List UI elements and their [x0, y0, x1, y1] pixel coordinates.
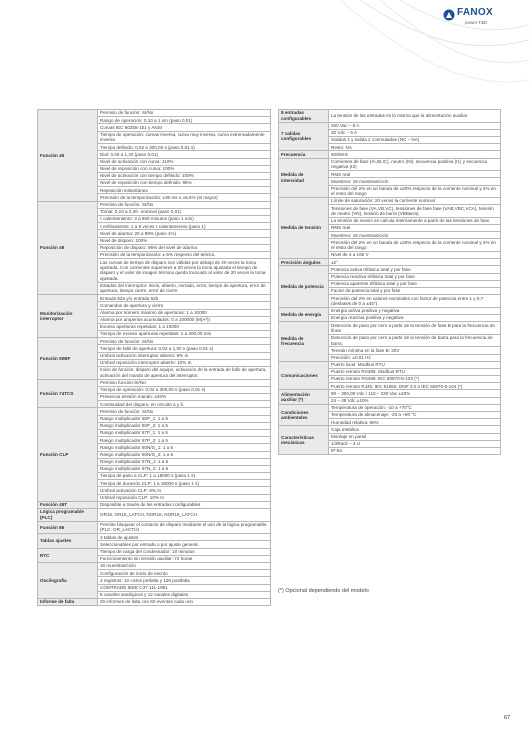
spec-value: Funcionamiento sin tensión auxiliar: 72 horas — [98, 555, 271, 562]
spec-value: OR16, OR16_LATCH, NOR16, NOR16_LATCH. — [98, 509, 271, 522]
spec-value: 16 muestras/ciclo — [98, 562, 271, 569]
spec-row — [279, 307, 501, 314]
spec-value: Resto: NA — [329, 144, 501, 151]
spec-label: Medida de intensidad — [279, 158, 329, 198]
spec-value: Puerto local: Modbus RTU — [329, 361, 501, 368]
spec-value: Nivel de disparo: 100% — [98, 237, 271, 244]
spec-value: Precisión del 2% en un banda de ±20% respecto de la corriente nominal y 4% en el resto del rango — [329, 185, 501, 198]
spec-value: Humedad relativa: 95% — [329, 419, 501, 426]
spec-value: Permiso de función: SI/No — [98, 408, 271, 415]
spec-value: Seleccionables por entrada o por ajuste general. — [98, 541, 271, 548]
spec-value: Factor de potencia total y por fase — [329, 287, 501, 294]
spec-value: Continuidad del disparo, en circuito a y b. — [98, 401, 271, 408]
spec-label: RTC — [38, 548, 98, 562]
spec-value: Permiso de función: SI/No — [98, 110, 271, 117]
spec-value: Potencia activa trifásica total y por fase — [329, 266, 501, 273]
spec-value: Detección de paso por cero a partir de la tensión de barra para la frecuencia de barra. — [329, 334, 501, 347]
spec-value: Precisión: ±0,01 Hz — [329, 354, 501, 361]
spec-value: Caja metálica — [329, 426, 501, 433]
spec-value: Umbral activación interruptor abierto: 8% In — [98, 352, 271, 359]
spec-row — [279, 361, 501, 368]
spec-value: 24 – 48 Vdc ±10% — [329, 397, 501, 404]
left-spec-table — [37, 109, 271, 606]
spec-value: Tiempo de fallo de apertura: 0,02 a 1,00 s (paso 0,01 s) — [98, 345, 271, 352]
spec-value: Detección de paso por cero a partir de la tensión de fase B para la frecuencia de línea — [329, 322, 501, 335]
spec-value: 50/60Hz — [329, 151, 501, 158]
spec-value: Montaje en panel — [329, 433, 501, 440]
spec-value: Tiempo de carga del condensador: 10 minutos — [98, 548, 271, 555]
spec-value: La tensión de neutro se calcula internamente a partir de las tensiones de fase. — [329, 217, 501, 224]
spec-row — [38, 598, 271, 605]
right-spec-table — [278, 109, 501, 455]
spec-label: Función 49T — [38, 501, 98, 508]
spec-value: Nivel de reposición con tiempo definido: 95% — [98, 180, 271, 187]
spec-label: Medida de frecuencia — [279, 322, 329, 362]
spec-value: τ calentamiento: 3 a 600 minutos (paso 1 min) — [98, 216, 271, 223]
spec-value: Tiempo de paso a CLP: 1 a 18000 s (paso 1 s) — [98, 473, 271, 480]
spec-value: Potencia reactiva trifásica total y por fase — [329, 273, 501, 280]
spec-value: Rango multiplicador 50N/G_2: 1 a 5 — [98, 451, 271, 458]
spec-value: Tiempo de duración CLP: 1 a 18000 s (paso 1 s) — [98, 480, 271, 487]
spec-value: Tiempo de exceso aperturas repetidas: 1 a 300,00 min — [98, 331, 271, 338]
brand-logo — [443, 7, 523, 37]
spec-value: Umbral activación CLP: 8% In — [98, 487, 271, 494]
spec-value: Dial: 0,05 a 1,20 (paso 0,01) — [98, 151, 271, 158]
spec-label: Tablas ajustes — [38, 534, 98, 548]
spec-label: Función 46 — [38, 110, 98, 202]
spec-value: Nivel de activación con tiempo definido: 100% — [98, 172, 271, 179]
spec-value: 8 canales analógicos y 12 canales digitales — [98, 591, 271, 598]
spec-value: Nivel de 4 a 165 V — [329, 252, 501, 259]
spec-value: La tensión de las entradas es la misma que la alimentación auxiliar — [329, 110, 501, 123]
spec-value: Muestreo: 16 muestras/ciclo — [329, 178, 501, 185]
spec-row — [279, 259, 501, 266]
spec-row — [279, 110, 501, 123]
spec-value: Rango multiplicador 67P_1: 1 a 5 — [98, 429, 271, 436]
spec-label: Función 86 — [38, 521, 98, 534]
spec-value: Permite bloquear el contacto de disparo mediante el uso de la lógica programable (PLC: OR_LACTH) — [98, 521, 271, 534]
spec-value: Temperatura de operación: -10 a +70°C — [329, 404, 501, 411]
spec-value: 2 registros: 10 ciclos prefalta y 128 postfalta — [98, 577, 271, 584]
spec-row — [38, 295, 271, 302]
spec-value: Rango multiplicador 67N_1: 1 a 5 — [98, 458, 271, 465]
spec-value: Energía activa positiva y negativa — [329, 307, 501, 314]
spec-label: Frecuencia — [279, 151, 329, 158]
spec-value: Tiempo de operación: 0,02 a 300,00 s (paso 0,01 s) — [98, 386, 271, 393]
spec-label: Informe de falta — [38, 598, 98, 605]
spec-value: COMTRADE IEEE C37.111-1991 — [98, 584, 271, 591]
spec-value: Tiempo definido: 0,02 a 300,00 s (paso 0,01 s) — [98, 144, 271, 151]
spec-value: Tensiones de fase (VA,VB,VC), tensiones de fase fase (VAB,VBC,VCA), tensión de neutro (VN), tensión de barra (VBBarra) — [329, 205, 501, 218]
spec-value: Permiso función:SI/No — [98, 379, 271, 386]
spec-value: Comandos de apertura y cierre — [98, 302, 271, 309]
spec-value: ±2° — [329, 259, 501, 266]
spec-value: Precisión de la temporización: ±30 ms o ±5,5% (el mayor) — [98, 194, 271, 201]
spec-value: Nivel de reposición con curva: 100% — [98, 165, 271, 172]
spec-value: 1/2Rack – 4 U — [329, 440, 501, 447]
spec-value: Potencia aparente trifásica total y por fase — [329, 280, 501, 287]
spec-row — [279, 122, 501, 129]
spec-value: 20 informes de falta con 60 eventos cada uno — [98, 598, 271, 605]
spec-value: Límite de saturación: 20 veces la corriente nominal — [329, 198, 501, 205]
spec-value: Presencia tensión mando: ≤40% — [98, 394, 271, 401]
spec-row — [38, 379, 271, 386]
spec-value: Precisión de la temporización: ± 5% respecto del teórico. — [98, 251, 271, 258]
spec-value: 250 Vac – 8 A — [329, 122, 501, 129]
spec-row — [279, 390, 501, 397]
spec-value: Energía reactiva positiva y negativa — [329, 314, 501, 321]
spec-value: Inicio de función: disparo del equipo, activación de la entrada de fallo de apertura, activación del mando de apertura del interruptor. — [98, 367, 271, 380]
spec-value: Umbral reposición CLP: 10% In — [98, 494, 271, 501]
spec-value: Las curvas de tiempo de disparo son válidas por debajo de 20 veces la toma ajustada. Con corrientes superiores a 20 veces la toma ajustada el tiempo de disparo y el valor de imagen térmica queda truncado al valor de 20 veces la toma ajustada. — [98, 259, 271, 282]
spec-row — [38, 110, 271, 117]
spec-label: Características mecánicas — [279, 426, 329, 455]
spec-label: Condiciones ambientales — [279, 404, 329, 426]
spec-value: Puerto remoto RS485: IEC 60870-5-103 (*) — [329, 376, 501, 383]
spec-label: Monitorización interruptor — [38, 295, 98, 338]
spec-row — [38, 408, 271, 415]
spec-row — [279, 198, 501, 205]
spec-label: Alimentación auxiliar (*) — [279, 390, 329, 404]
spec-row — [279, 404, 501, 411]
spec-row — [38, 548, 271, 555]
spec-value: Umbral reposición interruptor abierto: 10% In — [98, 359, 271, 366]
spec-value: 3 tablas de ajustes — [98, 534, 271, 541]
spec-value: RMS real — [329, 171, 501, 178]
spec-value: Puerto remoto RJ45: IEC 61850, DNP 3.0 o IEC 60870-5-104 (*) — [329, 383, 501, 390]
footnote: (*) Opcional dependiendo del modelo — [278, 588, 369, 594]
spec-label: Medida de energía — [279, 307, 329, 321]
spec-value: Rango multiplicador 67N_2: 1 a 5 — [98, 465, 271, 472]
spec-value: Alarma por número máximo de aperturas: 1 a 10000 — [98, 309, 271, 316]
spec-row — [38, 338, 271, 345]
spec-value: Tomai: 0,10 a 2,40 ·nominal (paso 0,01) — [98, 208, 271, 215]
spec-label: Lógica programable (PLC) — [38, 509, 98, 522]
spec-value: RMS real — [329, 225, 501, 232]
spec-value: Entrada 52a y/o entrada 52b — [98, 295, 271, 302]
spec-label: Oscilografía — [38, 562, 98, 598]
spec-label: Función 49 — [38, 201, 98, 295]
spec-row — [279, 426, 501, 433]
spec-row — [38, 509, 271, 522]
spec-label: Comunicaciones — [279, 361, 329, 390]
spec-value: Nivel de alarma: 20 a 99% (paso 1%) — [98, 230, 271, 237]
spec-row — [38, 201, 271, 208]
spec-value: Disponible a través de las entradas configurables — [98, 501, 271, 508]
spec-value: Muestreo: 16 muestras/ciclo — [329, 232, 501, 239]
spec-value: Exceso aperturas repetidas: 1 a 10000 — [98, 323, 271, 330]
spec-value: Nivel de activación con curva: 110% — [98, 158, 271, 165]
spec-value: Permiso de función: SI/No — [98, 201, 271, 208]
spec-label: 7 salidas configurables — [279, 122, 329, 151]
spec-value: Reposición de disparo: 95% del nivel de alarma — [98, 244, 271, 251]
spec-value: Precisión del 2% en valores nominales con factor de potencia entre 1 y 0,7 (desfases de 0 a ±45°). — [329, 295, 501, 308]
spec-value: Tensión mínima en la fase B: 30V — [329, 347, 501, 354]
spec-row — [38, 521, 271, 534]
page-number: 67 — [504, 715, 511, 721]
spec-row — [279, 151, 501, 158]
spec-value: Estados del interruptor: inicio, abierto, cerrado, error, tiempo de apertura, error de apertura, tiempo cierre, error de cierre — [98, 282, 271, 295]
spec-value: Rango multiplicador 50P_2: 1 a 5 — [98, 422, 271, 429]
spec-label: Función 74TCS — [38, 379, 98, 408]
spec-row — [38, 534, 271, 541]
spec-value: Configuración de inicio de escrito — [98, 570, 271, 577]
fanox-mark-icon — [443, 9, 455, 21]
spec-value: 30 Vdc – 5 A — [329, 129, 501, 136]
spec-value: τ enfriamiento: 1 a 6 veces τ calentamiento (paso 1) — [98, 223, 271, 230]
spec-value: Alarma por amperios acumulados: 0 a 100000 (M(A²)) — [98, 316, 271, 323]
spec-value: 90 – 300,00 Vdc / 110 – 230 Vac ±20% — [329, 390, 501, 397]
spec-row — [38, 501, 271, 508]
spec-label: Función 50BF — [38, 338, 98, 379]
spec-value: Permiso de función: SI/No — [98, 338, 271, 345]
spec-label: Medida de tensión — [279, 198, 329, 259]
spec-row — [279, 158, 501, 171]
spec-label: Medida de potencia — [279, 266, 329, 307]
spec-value: Rango multiplicador 50P_1: 1 a 5 — [98, 415, 271, 422]
spec-value: IP-54 — [329, 447, 501, 454]
spec-value: Rango multiplicador 67P_2: 1 a 5 — [98, 437, 271, 444]
spec-label: 8 entradas configurables — [279, 110, 329, 123]
brand-tagline: power T&D — [465, 20, 488, 25]
spec-row — [279, 266, 501, 273]
spec-value: Temperatura de almacenaje: -20 a +80 °C — [329, 412, 501, 419]
spec-label: Precisión ángulos — [279, 259, 329, 266]
spec-value: Curvas IEC 60255-151 y ANSI — [98, 124, 271, 131]
spec-value: Rango multiplicador 50N/G_1: 1 a 5 — [98, 444, 271, 451]
brand-name: FANOX — [457, 7, 493, 18]
spec-value: Reposición instantánea — [98, 187, 271, 194]
spec-value: Tiempo de operación: curvas inversa, curva muy inversa, curva extremadamente inversa — [98, 131, 271, 144]
spec-value: Puerto remoto RS485: Modbus RTU — [329, 368, 501, 375]
spec-value: Rango de operación: 0,10 a 1 xIn (paso 0,01) — [98, 117, 271, 124]
spec-label: Función CLP — [38, 408, 98, 501]
spec-value: Salidas 1 y salida 2 conmutadas (NC – NA) — [329, 136, 501, 143]
spec-value: Precisión del 2% en un banda de ±20% respecto de la corriente nominal y 4% en el resto del rango — [329, 239, 501, 252]
spec-value: Corrientes de fase (IA,IB,IC), neutro (IN), secuencia positiva (I1) y secuencia negativa (I2) — [329, 158, 501, 171]
spec-row — [38, 562, 271, 569]
spec-row — [279, 322, 501, 335]
